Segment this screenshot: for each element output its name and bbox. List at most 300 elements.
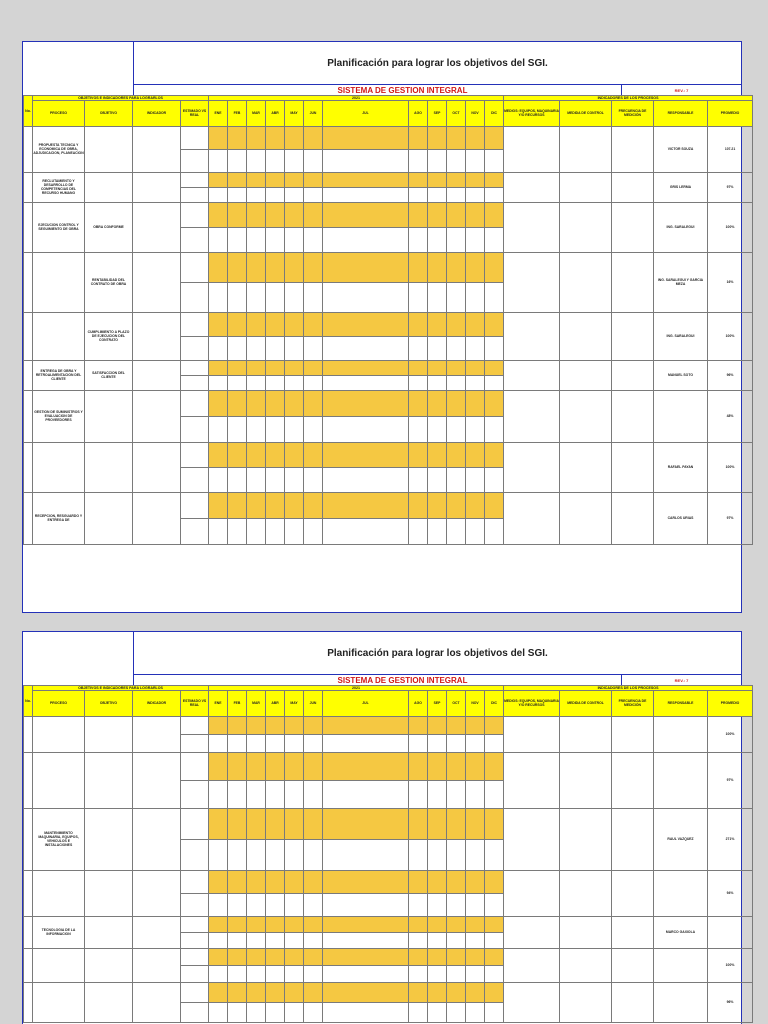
real-month-cell bbox=[247, 283, 266, 313]
real-month-cell bbox=[266, 283, 285, 313]
estimated-month-cell bbox=[323, 717, 409, 735]
objetivo-cell bbox=[85, 391, 133, 443]
real-month-cell bbox=[428, 283, 447, 313]
indicators-section-header: INDICADORES DE LOS PROCESOS bbox=[504, 96, 753, 101]
real-month-cell bbox=[485, 894, 504, 917]
real-month-cell bbox=[447, 933, 466, 949]
indicador-cell bbox=[133, 203, 181, 253]
frecuencia-cell bbox=[612, 493, 654, 545]
responsable-cell: MANUEL SOTO bbox=[654, 361, 708, 391]
estimated-month-cell bbox=[409, 493, 428, 519]
responsable-cell bbox=[654, 983, 708, 1023]
estimated-month-cell bbox=[466, 313, 485, 337]
real-month-cell bbox=[228, 781, 247, 809]
real-label-cell bbox=[181, 417, 209, 443]
real-month-cell bbox=[285, 337, 304, 361]
sheet-page-1 bbox=[22, 41, 742, 613]
estimated-month-cell bbox=[304, 809, 323, 840]
estimated-month-cell bbox=[428, 127, 447, 150]
estimated-month-cell bbox=[247, 753, 266, 781]
indicador-cell bbox=[133, 253, 181, 313]
estimated-month-cell bbox=[409, 917, 428, 933]
real-month-cell bbox=[409, 781, 428, 809]
real-month-cell bbox=[447, 337, 466, 361]
header-estimado: ESTIMADO VS REAL bbox=[181, 691, 209, 717]
estimated-month-cell bbox=[266, 127, 285, 150]
real-month-cell bbox=[485, 283, 504, 313]
estimated-month-cell bbox=[304, 253, 323, 283]
real-month-cell bbox=[266, 1003, 285, 1023]
real-month-cell bbox=[466, 894, 485, 917]
real-month-cell bbox=[466, 417, 485, 443]
medios-cell bbox=[504, 173, 560, 203]
row-number-cell bbox=[24, 173, 33, 203]
estimated-month-cell bbox=[323, 809, 409, 840]
estimado-cell bbox=[181, 443, 209, 468]
col-number-header: No. bbox=[24, 96, 33, 127]
estimado-cell bbox=[181, 203, 209, 228]
estimated-month-cell bbox=[409, 173, 428, 188]
estimated-month-cell bbox=[228, 809, 247, 840]
header-month: JUL bbox=[323, 691, 409, 717]
estimated-month-cell bbox=[209, 361, 228, 376]
estimated-month-cell bbox=[466, 949, 485, 966]
estimated-month-cell bbox=[409, 361, 428, 376]
estimated-month-cell bbox=[447, 949, 466, 966]
real-month-cell bbox=[247, 519, 266, 545]
objetivo-cell bbox=[85, 983, 133, 1023]
estimated-month-cell bbox=[447, 917, 466, 933]
promedio-cell: 48% bbox=[708, 391, 753, 443]
real-month-cell bbox=[285, 894, 304, 917]
real-label-cell bbox=[181, 966, 209, 983]
real-month-cell bbox=[228, 283, 247, 313]
estimated-month-cell bbox=[323, 753, 409, 781]
estimated-month-cell bbox=[285, 871, 304, 894]
estimated-month-cell bbox=[285, 361, 304, 376]
real-month-cell bbox=[209, 894, 228, 917]
system-name: SISTEMA DE GESTION INTEGRAL bbox=[337, 85, 468, 95]
estimated-month-cell bbox=[304, 173, 323, 188]
real-month-cell bbox=[228, 468, 247, 493]
estimated-month-cell bbox=[228, 871, 247, 894]
real-month-cell bbox=[428, 933, 447, 949]
estimated-month-cell bbox=[485, 809, 504, 840]
objetivo-cell: RENTABILIDAD DEL CONTRATO DE OBRA bbox=[85, 253, 133, 313]
real-month-cell bbox=[323, 468, 409, 493]
proceso-cell: MANTENIMIENTO MAQUINARIA, EQUIPOS, VEHICULOS E INSTALACIONES bbox=[33, 809, 85, 871]
real-month-cell bbox=[285, 966, 304, 983]
estimated-month-cell bbox=[485, 917, 504, 933]
proceso-cell bbox=[33, 753, 85, 809]
estimated-month-cell bbox=[247, 203, 266, 228]
real-month-cell bbox=[485, 840, 504, 871]
real-month-cell bbox=[266, 966, 285, 983]
medida-cell bbox=[560, 173, 612, 203]
real-month-cell bbox=[266, 150, 285, 173]
real-month-cell bbox=[409, 283, 428, 313]
estimated-month-cell bbox=[466, 443, 485, 468]
estimated-month-cell bbox=[409, 391, 428, 417]
real-month-cell bbox=[466, 150, 485, 173]
estimated-month-cell bbox=[466, 391, 485, 417]
estimated-month-cell bbox=[428, 203, 447, 228]
row-number-cell bbox=[24, 391, 33, 443]
real-month-cell bbox=[409, 150, 428, 173]
estimado-cell bbox=[181, 361, 209, 376]
estimated-month-cell bbox=[304, 391, 323, 417]
header-month: ENE bbox=[209, 101, 228, 127]
medida-cell bbox=[560, 313, 612, 361]
medios-cell bbox=[504, 361, 560, 391]
row-number-cell bbox=[24, 983, 33, 1023]
estimated-month-cell bbox=[228, 917, 247, 933]
proceso-cell bbox=[33, 717, 85, 753]
estimated-month-cell bbox=[266, 391, 285, 417]
header-proceso: PROCESO bbox=[33, 691, 85, 717]
promedio-cell: 100% bbox=[708, 949, 753, 983]
responsable-cell: MARCO GAXIOLA bbox=[654, 917, 708, 949]
real-month-cell bbox=[285, 417, 304, 443]
revision-label: REV.: 7 bbox=[621, 85, 741, 95]
responsable-cell: VICTOR SOUZA bbox=[654, 127, 708, 173]
real-label-cell bbox=[181, 188, 209, 203]
estimated-month-cell bbox=[304, 871, 323, 894]
medios-cell bbox=[504, 717, 560, 753]
estimated-month-cell bbox=[304, 753, 323, 781]
real-month-cell bbox=[247, 966, 266, 983]
medios-cell bbox=[504, 203, 560, 253]
estimated-month-cell bbox=[209, 917, 228, 933]
estimated-month-cell bbox=[485, 871, 504, 894]
header-month: FEB bbox=[228, 101, 247, 127]
real-month-cell bbox=[209, 468, 228, 493]
promedio-cell: 271% bbox=[708, 809, 753, 871]
real-month-cell bbox=[428, 337, 447, 361]
objetivo-cell: OBRA CONFORME bbox=[85, 203, 133, 253]
estimated-month-cell bbox=[304, 127, 323, 150]
real-month-cell bbox=[228, 228, 247, 253]
real-month-cell bbox=[285, 735, 304, 753]
estimated-month-cell bbox=[428, 493, 447, 519]
real-label-cell bbox=[181, 781, 209, 809]
medios-cell bbox=[504, 809, 560, 871]
indicador-cell bbox=[133, 391, 181, 443]
medida-cell bbox=[560, 127, 612, 173]
estimado-cell bbox=[181, 949, 209, 966]
header-frecuencia: FRECUENCIA DE MEDICIÓN bbox=[612, 691, 654, 717]
frecuencia-cell bbox=[612, 443, 654, 493]
real-month-cell bbox=[266, 376, 285, 391]
estimated-month-cell bbox=[209, 443, 228, 468]
objectives-section-header: OBJETIVOS E INDICADORES PARA LOGRARLOS bbox=[33, 96, 209, 101]
estimated-month-cell bbox=[266, 203, 285, 228]
estimated-month-cell bbox=[485, 717, 504, 735]
header-month: ABR bbox=[266, 101, 285, 127]
header-month: DIC bbox=[485, 691, 504, 717]
estimated-month-cell bbox=[304, 949, 323, 966]
real-month-cell bbox=[323, 519, 409, 545]
real-month-cell bbox=[485, 468, 504, 493]
header-indicador: INDICADOR bbox=[133, 101, 181, 127]
medida-cell bbox=[560, 917, 612, 949]
objetivo-cell bbox=[85, 871, 133, 917]
estimated-month-cell bbox=[428, 361, 447, 376]
header-frecuencia: FRECUENCIA DE MEDICIÓN bbox=[612, 101, 654, 127]
real-month-cell bbox=[266, 519, 285, 545]
real-month-cell bbox=[323, 337, 409, 361]
document-heading: Planificación para lograr los objetivos del SGI. bbox=[133, 42, 741, 84]
real-month-cell bbox=[209, 228, 228, 253]
promedio-cell: 97% bbox=[708, 493, 753, 545]
real-month-cell bbox=[285, 781, 304, 809]
estimated-month-cell bbox=[304, 443, 323, 468]
objetivo-cell bbox=[85, 717, 133, 753]
proceso-cell: GESTION DE SUMINISTROS Y EVALUACION DE PROVEEDORES bbox=[33, 391, 85, 443]
real-month-cell bbox=[228, 337, 247, 361]
real-month-cell bbox=[466, 519, 485, 545]
row-number-cell bbox=[24, 917, 33, 949]
indicador-cell bbox=[133, 313, 181, 361]
estimated-month-cell bbox=[428, 917, 447, 933]
real-month-cell bbox=[485, 417, 504, 443]
estimated-month-cell bbox=[466, 871, 485, 894]
estimated-month-cell bbox=[428, 173, 447, 188]
estimated-month-cell bbox=[466, 493, 485, 519]
real-month-cell bbox=[428, 840, 447, 871]
estimado-cell bbox=[181, 753, 209, 781]
estimated-month-cell bbox=[304, 361, 323, 376]
estimado-cell bbox=[181, 313, 209, 337]
estimated-month-cell bbox=[466, 173, 485, 188]
header-estimado: ESTIMADO VS REAL bbox=[181, 101, 209, 127]
real-month-cell bbox=[447, 519, 466, 545]
header-responsable: RESPONSABLE bbox=[654, 691, 708, 717]
proceso-cell bbox=[33, 949, 85, 983]
row-number-cell bbox=[24, 361, 33, 391]
estimated-month-cell bbox=[323, 871, 409, 894]
responsable-cell: RAFAEL PAYAN bbox=[654, 443, 708, 493]
real-month-cell bbox=[323, 966, 409, 983]
real-month-cell bbox=[466, 1003, 485, 1023]
real-month-cell bbox=[447, 781, 466, 809]
estimated-month-cell bbox=[228, 983, 247, 1003]
real-month-cell bbox=[247, 735, 266, 753]
estimated-month-cell bbox=[247, 313, 266, 337]
estimated-month-cell bbox=[409, 313, 428, 337]
header-month: AGO bbox=[409, 101, 428, 127]
real-label-cell bbox=[181, 1003, 209, 1023]
estimated-month-cell bbox=[466, 809, 485, 840]
real-month-cell bbox=[247, 337, 266, 361]
estimated-month-cell bbox=[285, 443, 304, 468]
medida-cell bbox=[560, 493, 612, 545]
real-month-cell bbox=[228, 150, 247, 173]
real-label-cell bbox=[181, 376, 209, 391]
proceso-cell bbox=[33, 871, 85, 917]
estimated-month-cell bbox=[447, 871, 466, 894]
estimated-month-cell bbox=[323, 391, 409, 417]
estimated-month-cell bbox=[209, 753, 228, 781]
objetivo-cell: SATISFACCION DEL CLIENTE bbox=[85, 361, 133, 391]
real-month-cell bbox=[228, 1003, 247, 1023]
real-label-cell bbox=[181, 933, 209, 949]
promedio-cell: 94% bbox=[708, 871, 753, 917]
proceso-cell bbox=[33, 443, 85, 493]
estimated-month-cell bbox=[209, 809, 228, 840]
real-month-cell bbox=[285, 840, 304, 871]
estimated-month-cell bbox=[285, 493, 304, 519]
objetivo-cell bbox=[85, 917, 133, 949]
document-heading: Planificación para lograr los objetivos del SGI. bbox=[133, 632, 741, 674]
real-month-cell bbox=[266, 417, 285, 443]
estimated-month-cell bbox=[428, 391, 447, 417]
real-month-cell bbox=[323, 933, 409, 949]
header-month: ABR bbox=[266, 691, 285, 717]
objectives-table bbox=[23, 685, 753, 1023]
estimated-month-cell bbox=[428, 871, 447, 894]
real-month-cell bbox=[228, 894, 247, 917]
real-label-cell bbox=[181, 468, 209, 493]
estimated-month-cell bbox=[409, 443, 428, 468]
real-month-cell bbox=[323, 735, 409, 753]
responsable-cell: ING. SARALEGUI Y GARCIA MEZA bbox=[654, 253, 708, 313]
objetivo-cell bbox=[85, 753, 133, 809]
estimated-month-cell bbox=[447, 173, 466, 188]
promedio-cell: 96% bbox=[708, 983, 753, 1023]
responsable-cell bbox=[654, 717, 708, 753]
real-month-cell bbox=[409, 519, 428, 545]
estimated-month-cell bbox=[209, 203, 228, 228]
real-month-cell bbox=[266, 840, 285, 871]
estimated-month-cell bbox=[428, 313, 447, 337]
real-month-cell bbox=[304, 894, 323, 917]
estimated-month-cell bbox=[209, 313, 228, 337]
responsable-cell: RAUL VAZQUEZ bbox=[654, 809, 708, 871]
real-month-cell bbox=[447, 150, 466, 173]
estimated-month-cell bbox=[285, 313, 304, 337]
estimated-month-cell bbox=[247, 493, 266, 519]
sheet-page-2 bbox=[22, 631, 742, 1024]
real-month-cell bbox=[466, 468, 485, 493]
estimated-month-cell bbox=[228, 753, 247, 781]
estimated-month-cell bbox=[285, 391, 304, 417]
indicador-cell bbox=[133, 443, 181, 493]
estimated-month-cell bbox=[447, 717, 466, 735]
frecuencia-cell bbox=[612, 871, 654, 917]
responsable-cell bbox=[654, 871, 708, 917]
real-month-cell bbox=[447, 188, 466, 203]
medios-cell bbox=[504, 127, 560, 173]
header-medida: MEDIDA DE CONTROL bbox=[560, 691, 612, 717]
estimated-month-cell bbox=[209, 717, 228, 735]
header-indicador: INDICADOR bbox=[133, 691, 181, 717]
estimado-cell bbox=[181, 127, 209, 150]
frecuencia-cell bbox=[612, 753, 654, 809]
frecuencia-cell bbox=[612, 203, 654, 253]
estimated-month-cell bbox=[266, 983, 285, 1003]
real-month-cell bbox=[209, 781, 228, 809]
row-number-cell bbox=[24, 753, 33, 809]
real-month-cell bbox=[285, 519, 304, 545]
estimated-month-cell bbox=[466, 253, 485, 283]
estimated-month-cell bbox=[285, 173, 304, 188]
estimated-month-cell bbox=[409, 253, 428, 283]
real-month-cell bbox=[247, 468, 266, 493]
objetivo-cell: CUMPLIMIENTO A PLAZO DE EJECUCION DEL CONTRATO bbox=[85, 313, 133, 361]
real-month-cell bbox=[285, 228, 304, 253]
medida-cell bbox=[560, 809, 612, 871]
year-section-header: 2021 bbox=[209, 96, 504, 101]
real-month-cell bbox=[247, 376, 266, 391]
real-month-cell bbox=[447, 468, 466, 493]
estimated-month-cell bbox=[323, 173, 409, 188]
objetivo-cell bbox=[85, 809, 133, 871]
estimated-month-cell bbox=[485, 443, 504, 468]
real-month-cell bbox=[466, 840, 485, 871]
real-month-cell bbox=[447, 894, 466, 917]
estimated-month-cell bbox=[266, 493, 285, 519]
estimated-month-cell bbox=[228, 493, 247, 519]
estimated-month-cell bbox=[323, 253, 409, 283]
promedio-cell bbox=[708, 917, 753, 949]
header-month: AGO bbox=[409, 691, 428, 717]
estimated-month-cell bbox=[485, 127, 504, 150]
real-month-cell bbox=[409, 228, 428, 253]
real-month-cell bbox=[247, 188, 266, 203]
proceso-cell: EJECUCION CONTROL Y SEGUIMIENTO DE OBRA bbox=[33, 203, 85, 253]
indicador-cell bbox=[133, 949, 181, 983]
estimated-month-cell bbox=[285, 949, 304, 966]
real-month-cell bbox=[409, 417, 428, 443]
real-month-cell bbox=[323, 417, 409, 443]
estimated-month-cell bbox=[266, 253, 285, 283]
real-month-cell bbox=[228, 519, 247, 545]
real-month-cell bbox=[485, 188, 504, 203]
estimated-month-cell bbox=[247, 809, 266, 840]
real-month-cell bbox=[428, 468, 447, 493]
real-month-cell bbox=[209, 337, 228, 361]
real-month-cell bbox=[428, 966, 447, 983]
estimated-month-cell bbox=[209, 127, 228, 150]
logo-area bbox=[23, 42, 133, 84]
real-month-cell bbox=[266, 894, 285, 917]
responsable-cell bbox=[654, 949, 708, 983]
estimated-month-cell bbox=[409, 983, 428, 1003]
header-medios: MEDIOS: EQUIPOS, MAQUINARIA Y/O RECURSOS bbox=[504, 691, 560, 717]
header-month: JUL bbox=[323, 101, 409, 127]
estimated-month-cell bbox=[247, 983, 266, 1003]
estimated-month-cell bbox=[485, 173, 504, 188]
estimated-month-cell bbox=[323, 443, 409, 468]
real-month-cell bbox=[266, 468, 285, 493]
estimated-month-cell bbox=[247, 391, 266, 417]
real-month-cell bbox=[304, 376, 323, 391]
indicators-section-header: INDICADORES DE LOS PROCESOS bbox=[504, 686, 753, 691]
promedio-cell: 100% bbox=[708, 313, 753, 361]
estimated-month-cell bbox=[285, 917, 304, 933]
indicador-cell bbox=[133, 917, 181, 949]
indicador-cell bbox=[133, 493, 181, 545]
estimated-month-cell bbox=[304, 917, 323, 933]
real-month-cell bbox=[466, 283, 485, 313]
real-month-cell bbox=[428, 781, 447, 809]
real-label-cell bbox=[181, 894, 209, 917]
real-month-cell bbox=[304, 840, 323, 871]
real-label-cell bbox=[181, 735, 209, 753]
real-month-cell bbox=[285, 468, 304, 493]
estimated-month-cell bbox=[323, 361, 409, 376]
